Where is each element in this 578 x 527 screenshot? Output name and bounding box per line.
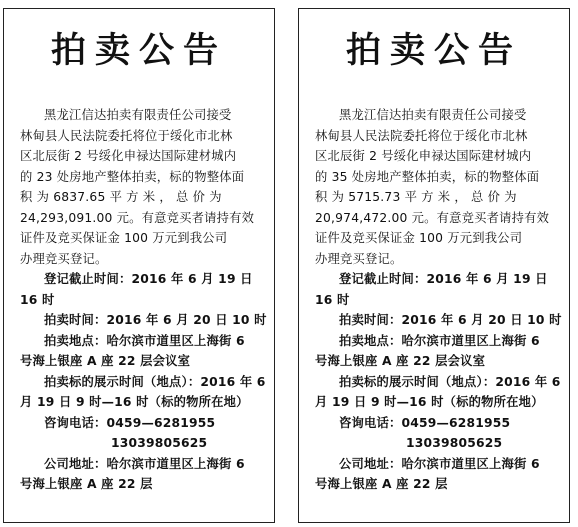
auction-time-label: 拍卖时间：: [44, 313, 107, 327]
contact-phone: [20, 413, 270, 434]
address-label: 公司地址：: [44, 456, 107, 471]
registration-deadline: [20, 269, 270, 290]
auction-place: [315, 331, 565, 352]
phone-label: 咨询电话：: [44, 415, 107, 430]
registration-value-cont: 16 时: [315, 292, 350, 307]
body-line: 的 23 处房地产整体拍卖，标的物整体面: [20, 169, 245, 184]
notice-title: 拍卖公告: [345, 31, 522, 71]
phone-number-2: 13039805625: [406, 436, 503, 450]
auction-time: [20, 310, 270, 331]
registration-value: 2016 年 6 月 19 日: [426, 272, 548, 286]
company-address-cont: 号海上银座 A 座 22 层: [20, 477, 153, 491]
auction-time-value: 2016 年 6 月 20 日 10 时: [106, 313, 267, 327]
auction-place-cont: 号海上银座 A 座 22 层会议室: [20, 354, 191, 368]
auction-place-cont: 号海上银座 A 座 22 层会议室: [315, 354, 486, 368]
company-address-cont: 号海上银座 A 座 22 层: [315, 477, 448, 491]
body-line: 证件及竞买保证金 100 万元到我公司: [20, 231, 228, 245]
phone-label: 咨询电话：: [339, 415, 402, 430]
auction-notice-right: [298, 8, 570, 523]
auction-place-value: 哈尔滨市道里区上海街 6: [401, 333, 540, 348]
address-value: 哈尔滨市道里区上海街 6: [401, 456, 540, 471]
body-line: 积 为 6837.65 平 方 米 ， 总 价 为: [20, 190, 222, 204]
exhibition-time-cont: 月 19 日 9 时—16 时（标的物所在地）: [315, 395, 544, 409]
body-line: 林甸县人民法院委托将位于绥化市北林: [315, 128, 528, 143]
company-address: [315, 454, 565, 475]
exhibition-time-cont: 月 19 日 9 时—16 时（标的物所在地）: [20, 395, 249, 409]
registration-value-cont: 16 时: [20, 292, 55, 307]
company-address: [20, 454, 270, 475]
auction-place-label: 拍卖地点：: [339, 333, 402, 348]
exhibition-label: 拍卖标的展示时间（地点）：: [44, 374, 201, 389]
phone-number-2: 13039805625: [111, 436, 208, 450]
exhibition-time: [20, 372, 270, 393]
body-line: 区北辰街 2 号绥化申禄达国际建材城内: [315, 149, 532, 163]
notice-body: [315, 105, 565, 495]
contact-phone: [315, 413, 565, 434]
auction-time-label: 拍卖时间：: [339, 313, 402, 327]
body-line: 20,974,472.00 元。有意竞买者请持有效: [315, 210, 550, 225]
body-line: 证件及竞买保证金 100 万元到我公司: [315, 231, 523, 245]
phone-number-1: 0459—6281955: [401, 415, 511, 430]
exhibition-time: [315, 372, 565, 393]
body-line: 区北辰街 2 号绥化申禄达国际建材城内: [20, 149, 237, 163]
body-line: 黑龙江信达拍卖有限责任公司接受: [339, 108, 527, 122]
exhibition-value: 2016 年 6: [495, 374, 561, 389]
auction-place-value: 哈尔滨市道里区上海街 6: [106, 333, 245, 348]
notice-body: [20, 105, 270, 495]
body-line: 办理竞买登记。: [315, 251, 403, 266]
body-line: 办理竞买登记。: [20, 251, 108, 266]
auction-notice-left: [3, 8, 275, 523]
auction-place-label: 拍卖地点：: [44, 333, 107, 348]
address-value: 哈尔滨市道里区上海街 6: [106, 456, 245, 471]
exhibition-label: 拍卖标的展示时间（地点）：: [339, 374, 496, 389]
body-line: 黑龙江信达拍卖有限责任公司接受: [44, 108, 232, 122]
address-label: 公司地址：: [339, 456, 402, 471]
body-line: 积 为 5715.73 平 方 米 ， 总 价 为: [315, 190, 517, 204]
auction-time: [315, 310, 565, 331]
exhibition-value: 2016 年 6: [200, 374, 266, 389]
body-line: 24,293,091.00 元。有意竞买者请持有效: [20, 210, 255, 225]
registration-label: 登记截止时间：: [339, 272, 427, 286]
body-line: 林甸县人民法院委托将位于绥化市北林: [20, 128, 233, 143]
auction-place: [20, 331, 270, 352]
registration-deadline: [315, 269, 565, 290]
auction-time-value: 2016 年 6 月 20 日 10 时: [401, 313, 562, 327]
phone-number-1: 0459—6281955: [106, 415, 216, 430]
registration-value: 2016 年 6 月 19 日: [131, 272, 253, 286]
body-line: 的 35 处房地产整体拍卖，标的物整体面: [315, 169, 540, 184]
registration-label: 登记截止时间：: [44, 272, 132, 286]
notice-title: 拍卖公告: [50, 31, 227, 71]
